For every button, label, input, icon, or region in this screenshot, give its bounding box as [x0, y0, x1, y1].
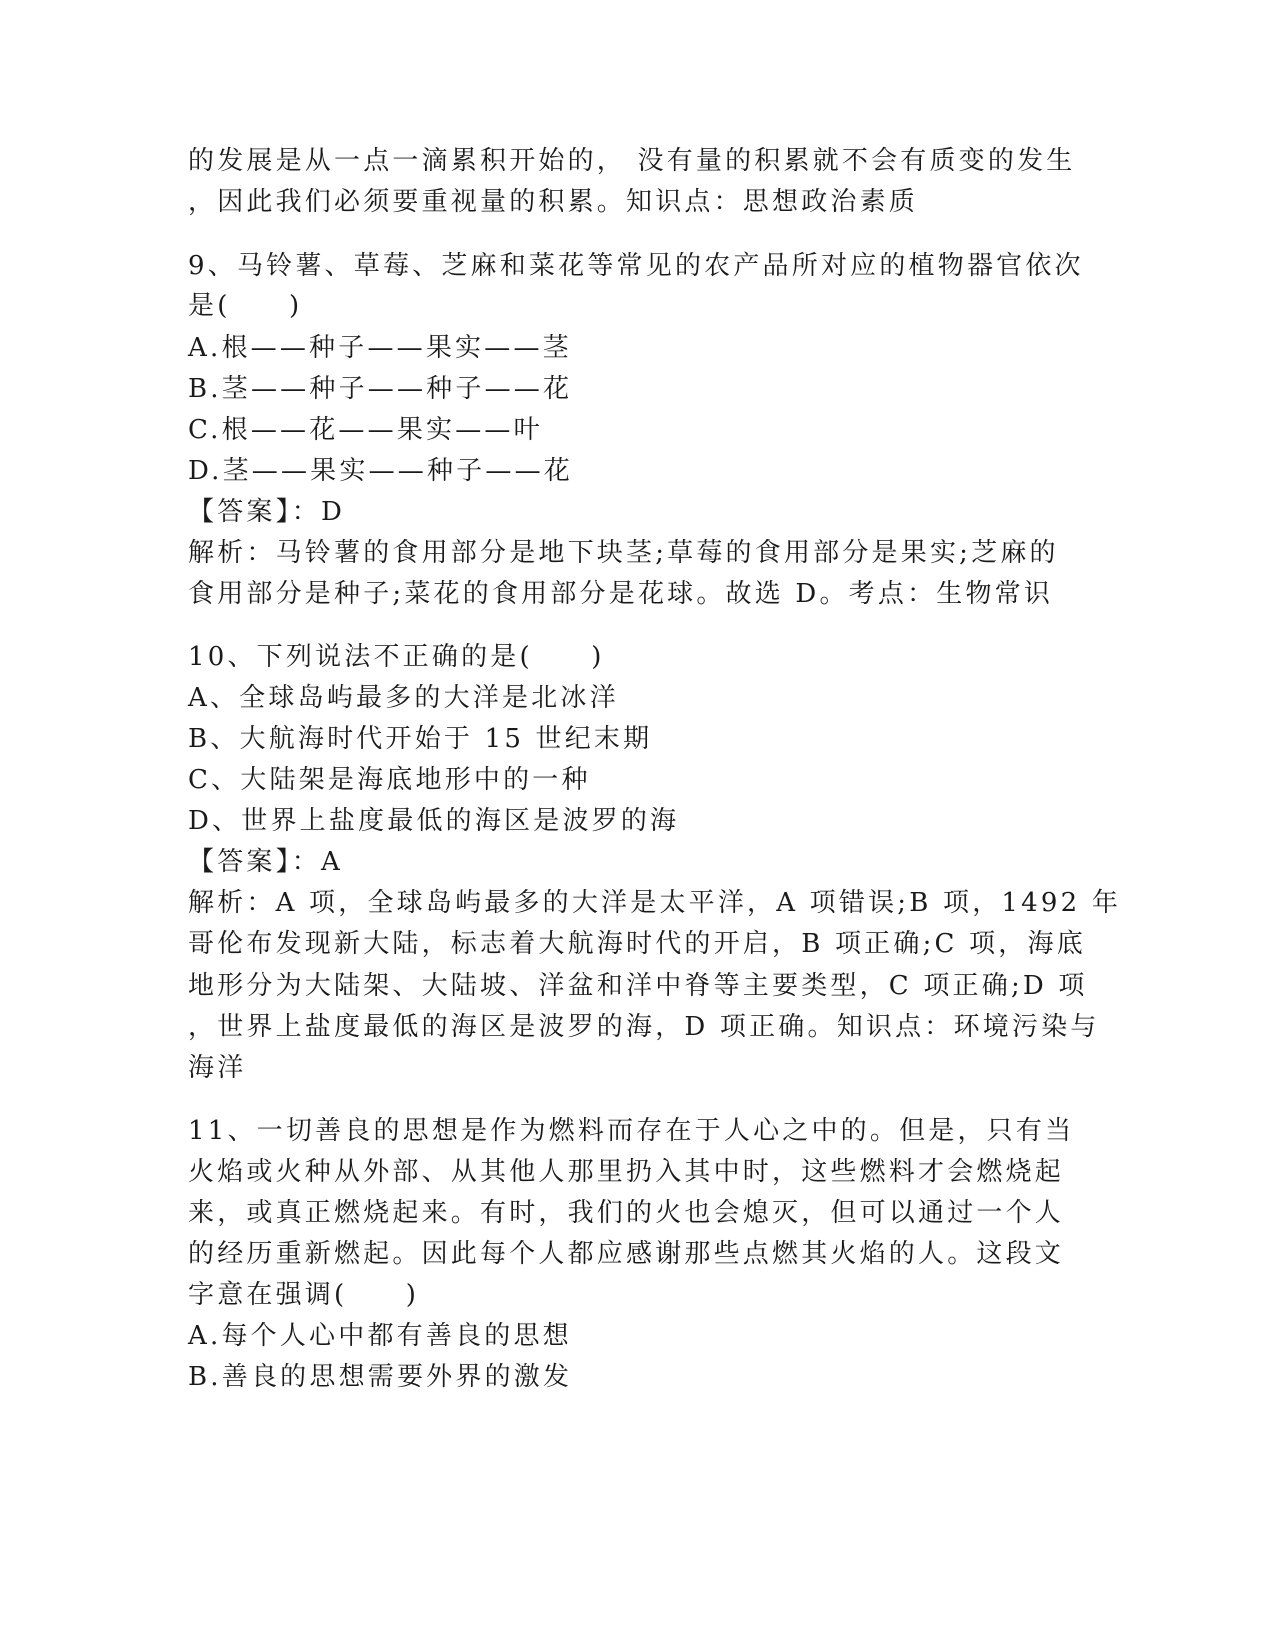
q11-option-b: B.善良的思想需要外界的激发 [188, 1362, 573, 1392]
q11-option-a: A.每个人心中都有善良的思想 [188, 1321, 572, 1351]
intro-line-1: 的发展是从一点一滴累积开始的， 没有量的积累就不会有质变的发生 [188, 146, 1076, 176]
q11-stem-line-3: 来，或真正燃烧起来。有时，我们的火也会熄灭，但可以通过一个人 [188, 1198, 1065, 1228]
q9-option-b: B.茎——种子——种子——花 [188, 374, 573, 404]
q9-stem-line-1: 9、马铃薯、草莓、芝麻和菜花等常见的农产品所对应的植物器官依次 [188, 251, 1084, 281]
q11-stem-line-4: 的经历重新燃起。因此每个人都应感谢那些点燃其火焰的人。这段文 [188, 1239, 1065, 1269]
q10-analysis-line-3: 地形分为大陆架、大陆坡、洋盆和洋中脊等主要类型，C 项正确;D 项 [188, 971, 1088, 1001]
q9-analysis-line-1: 解析：马铃薯的食用部分是地下块茎;草莓的食用部分是果实;芝麻的 [188, 538, 1059, 568]
q11-stem-line-5: 字意在强调( ) [188, 1280, 420, 1310]
intro-line-2: ，因此我们必须要重视量的积累。知识点：思想政治素质 [188, 187, 919, 217]
q10-option-a: A、全球岛屿最多的大洋是北冰洋 [188, 683, 619, 713]
q10-analysis-line-2: 哥伦布发现新大陆，标志着大航海时代的开启，B 项正确;C 项，海底 [188, 929, 1086, 959]
q11-stem-line-2: 火焰或火种从外部、从其他人那里扔入其中时，这些燃料才会燃烧起 [188, 1157, 1065, 1187]
q10-answer: 【答案】：A [188, 847, 343, 877]
q10-analysis-line-4: ，世界上盐度最低的海区是波罗的海，D 项正确。知识点：环境污染与 [188, 1012, 1100, 1042]
q10-analysis-line-1: 解析：A 项，全球岛屿最多的大洋是太平洋，A 项错误;B 项，1492 年 [188, 888, 1122, 918]
q10-option-b: B、大航海时代开始于 15 世纪末期 [188, 724, 653, 754]
q9-option-d: D.茎——果实——种子——花 [188, 456, 573, 486]
q9-option-a: A.根——种子——果实——茎 [188, 333, 572, 363]
q10-stem: 10、下列说法不正确的是( ) [188, 642, 605, 672]
q10-analysis-line-5: 海洋 [188, 1053, 247, 1083]
q10-option-c: C、大陆架是海底地形中的一种 [188, 765, 591, 795]
q11-stem-line-1: 11、一切善良的思想是作为燃料而存在于人心之中的。但是，只有当 [188, 1116, 1075, 1146]
q9-analysis-line-2: 食用部分是种子;菜花的食用部分是花球。故选 D。考点：生物常识 [188, 579, 1054, 609]
q10-option-d: D、世界上盐度最低的海区是波罗的海 [188, 806, 680, 836]
q9-answer: 【答案】：D [188, 497, 346, 527]
q9-stem-line-2: 是( ) [188, 291, 303, 321]
q9-option-c: C.根——花——果实——叶 [188, 415, 543, 445]
